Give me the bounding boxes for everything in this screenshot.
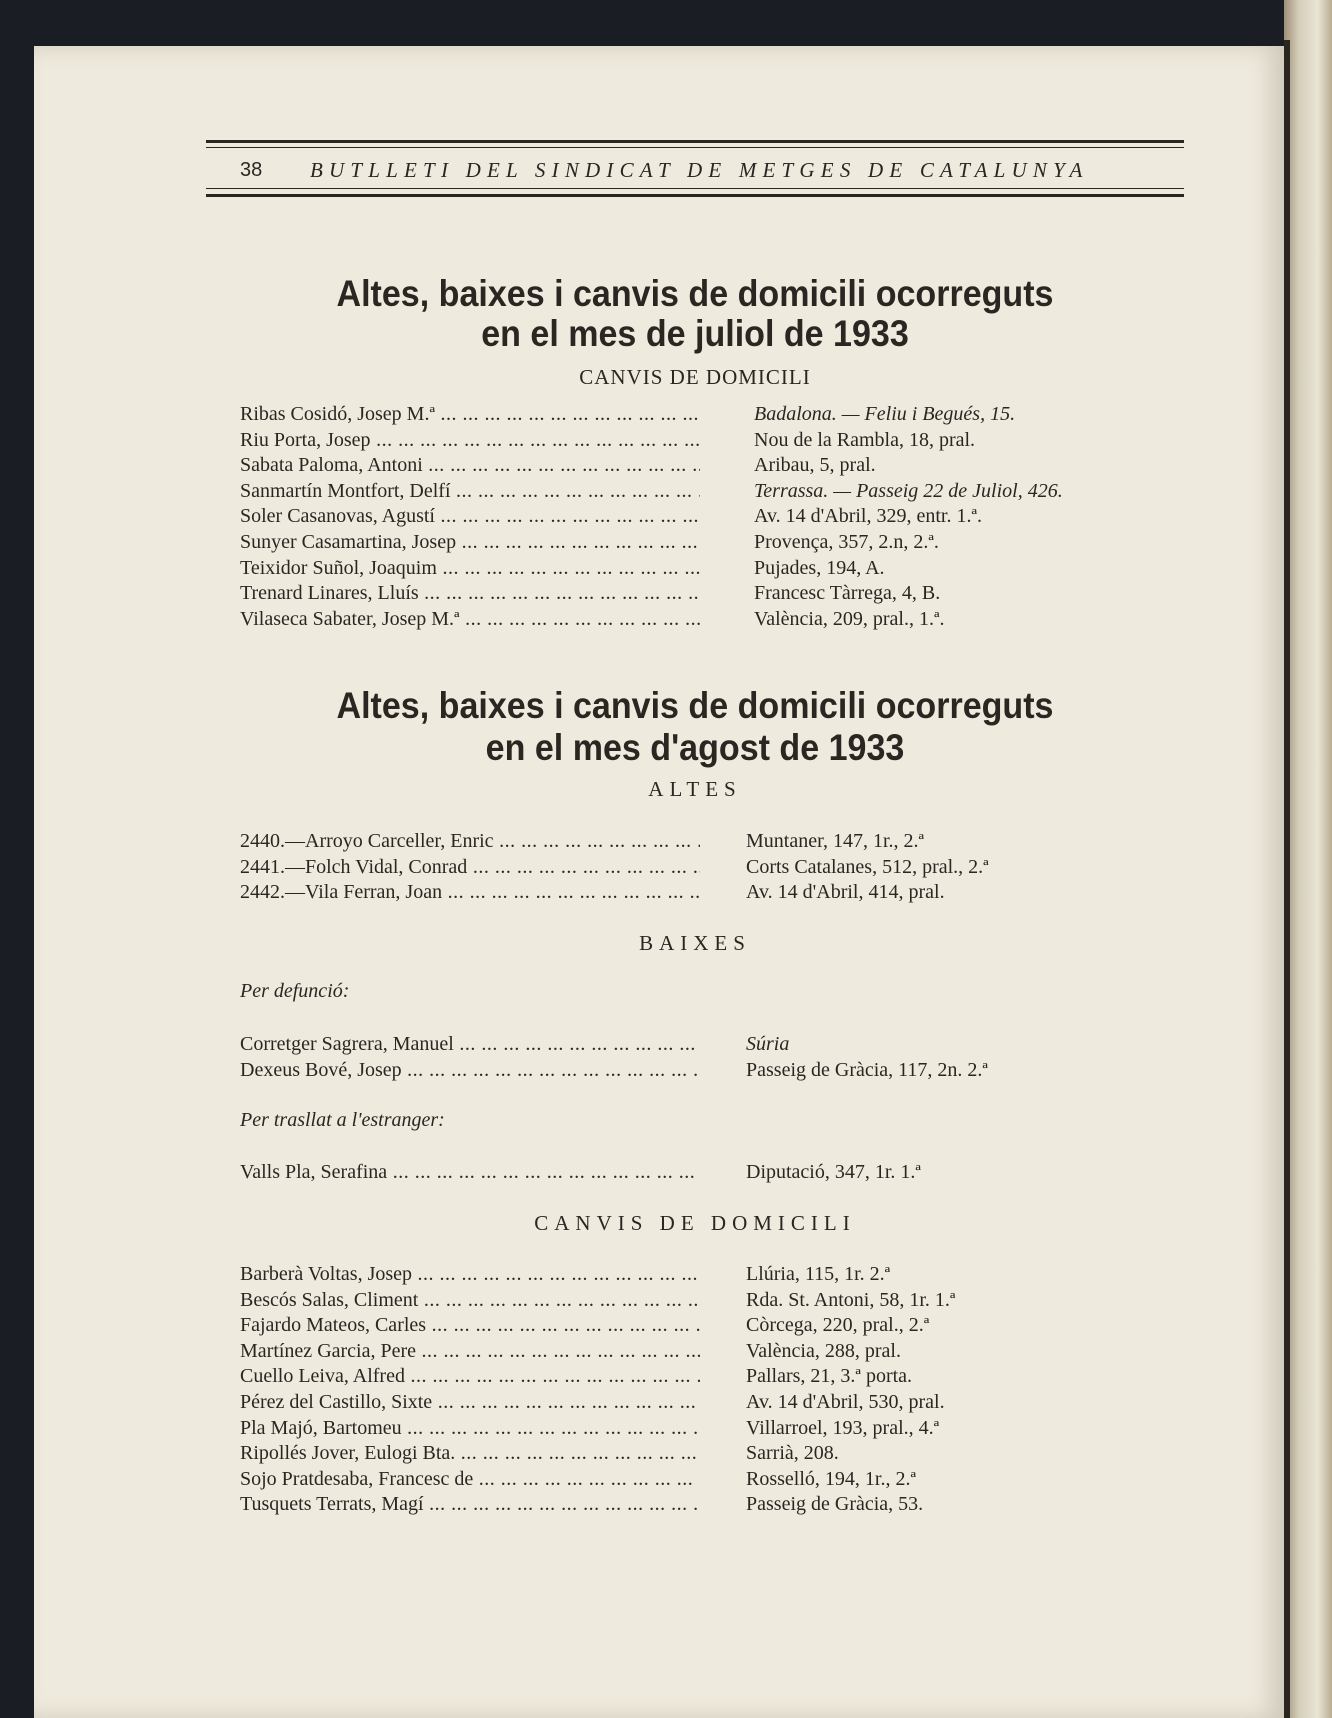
list-item	[240, 504, 1140, 530]
entry-name: Martínez Garcia, Pere ... .	[240, 1339, 700, 1365]
header-rule	[206, 147, 1184, 148]
trasllat-label: Per trasllat a l'estranger:	[240, 1109, 445, 1131]
entry-name: 2442.—Vila Ferran, Joan ... .	[240, 880, 700, 906]
entry-address: Pujades, 194, A.	[754, 556, 885, 579]
section-title: en el mes de juliol de 1933	[481, 313, 909, 354]
entry-address: Terrassa. — Passeig 22 de Juliol, 426.	[754, 479, 1063, 502]
list-item	[240, 1390, 1140, 1416]
list-item	[240, 1492, 1140, 1518]
entry-name: 2441.—Folch Vidal, Conrad ... .	[240, 855, 700, 881]
altes-list	[240, 829, 1140, 906]
list-item	[240, 1058, 1140, 1084]
list-item	[240, 428, 1140, 454]
journal-title: BUTLLETI DEL SINDICAT DE METGES DE CATALUNYA	[310, 158, 1089, 182]
entry-name: Sunyer Casamartina, Josep ... .	[240, 530, 700, 556]
entry-address: Av. 14 d'Abril, 329, entr. 1.ª.	[754, 505, 982, 528]
list-item	[240, 829, 1140, 855]
header-rule	[206, 188, 1184, 189]
entry-address: Llúria, 115, 1r. 2.ª	[746, 1263, 891, 1285]
entry-address: València, 288, pral.	[746, 1339, 901, 1362]
entry-name: 2440.—Arroyo Carceller, Enric ... .	[240, 829, 700, 855]
address-change-list	[240, 1262, 1140, 1518]
list-item	[240, 1032, 1140, 1058]
entry-address: Passeig de Gràcia, 117, 2n. 2.ª	[746, 1058, 988, 1081]
entry-address: Còrcega, 220, pral., 2.ª	[746, 1314, 930, 1337]
section-title: en el mes d'agost de 1933	[485, 727, 905, 768]
section-subtitle: CANVIS DE DOMICILI	[579, 365, 811, 389]
entry-name: Sojo Pratdesaba, Francesc de ... .	[240, 1467, 700, 1493]
trasllat-list	[240, 1160, 1140, 1186]
entry-name: Corretger Sagrera, Manuel ... .	[240, 1032, 700, 1058]
section-subtitle: ALTES	[648, 777, 742, 801]
list-item	[240, 1313, 1140, 1339]
entry-address: Rda. St. Antoni, 58, 1r. 1.ª	[746, 1288, 956, 1311]
list-item	[240, 402, 1140, 428]
list-item	[240, 1416, 1140, 1442]
entry-address: Villarroel, 193, pral., 4.ª	[746, 1416, 940, 1439]
entry-address: Sarrià, 208.	[746, 1442, 839, 1465]
entry-name: Tusquets Terrats, Magí ... .	[240, 1492, 700, 1518]
entry-name: Cuello Leiva, Alfred ... .	[240, 1364, 700, 1390]
entry-name: Ribas Cosidó, Josep M.ª ... .	[240, 402, 700, 428]
entry-name: Ripollés Jover, Eulogi Bta. ... .	[240, 1441, 700, 1467]
list-item	[240, 855, 1140, 881]
entry-name: Soler Casanovas, Agustí ... .	[240, 504, 700, 530]
entry-address: València, 209, pral., 1.ª.	[754, 607, 945, 630]
entry-name: Teixidor Suñol, Joaquim ... .	[240, 556, 700, 582]
entry-name: Valls Pla, Serafina ... .	[240, 1160, 700, 1186]
header-rule	[206, 194, 1184, 197]
defuncio-label: Per defunció:	[240, 980, 350, 1002]
book-edge	[1284, 0, 1332, 1718]
entry-name: Barberà Voltas, Josep ... .	[240, 1262, 700, 1288]
defuncio-list	[240, 1032, 1140, 1083]
entry-name: Pérez del Castillo, Sixte ... .	[240, 1390, 700, 1416]
entry-address: Corts Catalanes, 512, pral., 2.ª	[746, 855, 989, 878]
header-rule	[206, 140, 1184, 143]
list-item	[240, 1441, 1140, 1467]
section-title: Altes, baixes i canvis de domicili ocorreguts	[336, 685, 1054, 726]
list-item	[240, 880, 1140, 906]
list-item	[240, 1288, 1140, 1314]
running-header	[206, 157, 1184, 183]
list-item	[240, 1467, 1140, 1493]
list-item	[240, 581, 1140, 607]
list-item	[240, 453, 1140, 479]
entry-address: Av. 14 d'Abril, 530, pral.	[746, 1390, 945, 1413]
entry-name: Sabata Paloma, Antoni ... .	[240, 453, 700, 479]
list-item	[240, 1339, 1140, 1365]
entry-address: Av. 14 d'Abril, 414, pral.	[746, 881, 945, 904]
entry-name: Dexeus Bové, Josep ... .	[240, 1058, 700, 1084]
entry-name: Trenard Linares, Lluís ... .	[240, 581, 700, 607]
section-title: Altes, baixes i canvis de domicili ocorreguts	[336, 273, 1054, 314]
entry-address: Passeig de Gràcia, 53.	[746, 1493, 924, 1516]
entry-name: Riu Porta, Josep ... .	[240, 428, 700, 454]
entry-address: Badalona. — Feliu i Begués, 15.	[754, 403, 1016, 425]
list-item	[240, 556, 1140, 582]
entry-address: Súria	[746, 1033, 790, 1055]
list-item	[240, 1160, 1140, 1186]
page-number: 38	[240, 159, 263, 181]
entry-address: Rosselló, 194, 1r., 2.ª	[746, 1467, 916, 1490]
entry-name: Vilaseca Sabater, Josep M.ª ... .	[240, 607, 700, 633]
list-item	[240, 1262, 1140, 1288]
entry-address: Aribau, 5, pral.	[754, 454, 876, 477]
entry-name: Fajardo Mateos, Carles ... .	[240, 1313, 700, 1339]
list-item	[240, 607, 1140, 633]
entry-address: Muntaner, 147, 1r., 2.ª	[746, 830, 925, 852]
list-item	[240, 479, 1140, 505]
entry-name: Pla Majó, Bartomeu ... .	[240, 1416, 700, 1442]
list-item	[240, 530, 1140, 556]
section-subtitle: BAIXES	[639, 931, 751, 955]
entry-address: Provença, 357, 2.n, 2.ª.	[754, 530, 939, 553]
list-item	[240, 1364, 1140, 1390]
address-change-list	[240, 402, 1140, 632]
section-subtitle: CANVIS DE DOMICILI	[534, 1211, 856, 1235]
entry-address: Nou de la Rambla, 18, pral.	[754, 428, 976, 451]
entry-name: Bescós Salas, Climent ... .	[240, 1288, 700, 1314]
entry-name: Sanmartín Montfort, Delfí ... .	[240, 479, 700, 505]
entry-address: Francesc Tàrrega, 4, B.	[754, 582, 941, 605]
entry-address: Diputació, 347, 1r. 1.ª	[746, 1161, 921, 1183]
entry-address: Pallars, 21, 3.ª porta.	[746, 1365, 913, 1388]
